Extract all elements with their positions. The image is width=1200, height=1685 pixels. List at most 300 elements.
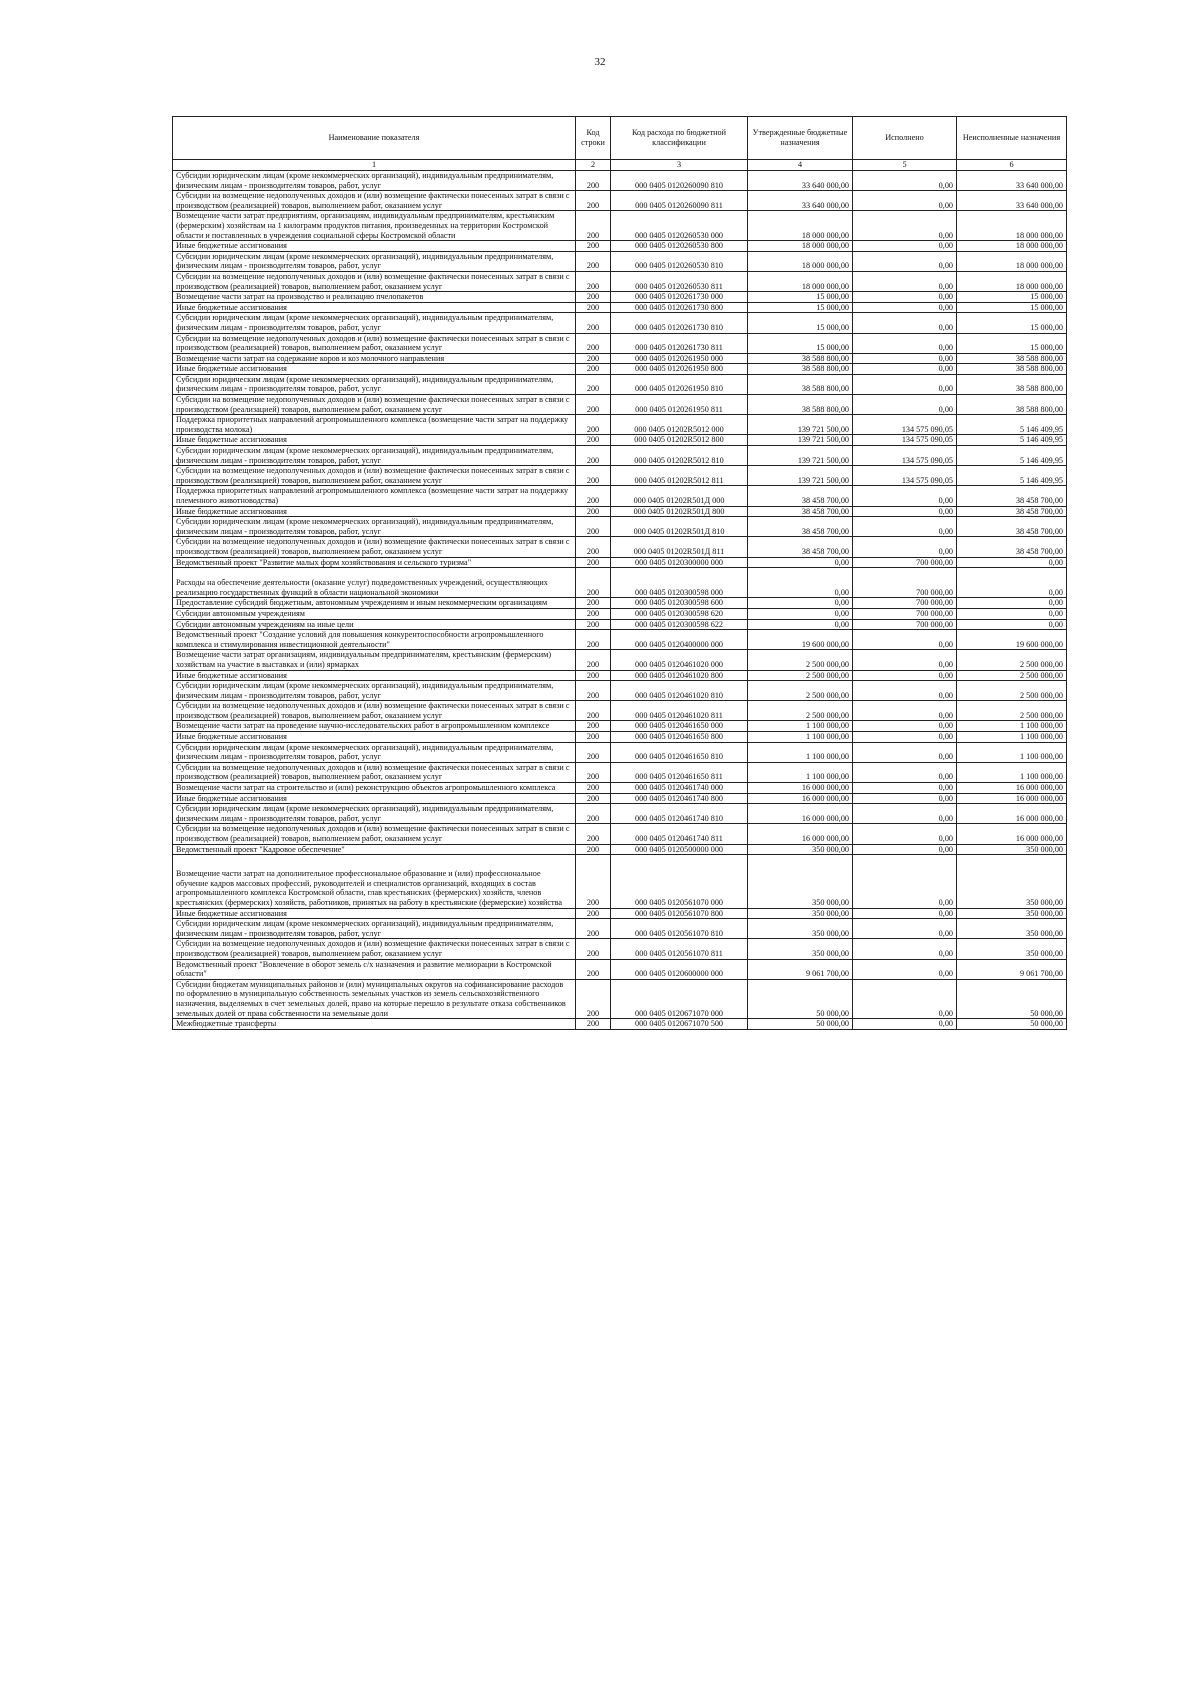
row-name: Субсидии на возмещение недополученных доходов и (или) возмещение фактически понесенных затрат в связи с производством (реализацией) товаров, выполнением работ, оказанием услуг (173, 701, 576, 721)
row-code: 200 (576, 598, 611, 609)
row-classification-code: 000 0405 0120461020 810 (611, 681, 748, 701)
row-name: Субсидии автономным учреждениям (173, 608, 576, 619)
budget-report-table (172, 116, 1067, 1030)
row-executed: 0,00 (853, 804, 957, 824)
row-code: 200 (576, 466, 611, 486)
row-approved: 1 100 000,00 (748, 732, 853, 743)
row-unexecuted: 16 000 000,00 (957, 824, 1067, 844)
row-executed: 0,00 (853, 333, 957, 353)
row-name: Субсидии юридическим лицам (кроме некоммерческих организаций), индивидуальным предпринимателям, физическим лицам - производителям товаров, работ, услуг (173, 313, 576, 333)
row-executed: 0,00 (853, 292, 957, 303)
row-classification-code: 000 0405 01202R501Д 000 (611, 486, 748, 506)
row-name: Субсидии на возмещение недополученных доходов и (или) возмещение фактически понесенных затрат в связи с производством (реализацией) товаров, выполнением работ, оказанием услуг (173, 939, 576, 959)
row-unexecuted: 38 458 700,00 (957, 517, 1067, 537)
column-number: 5 (853, 160, 957, 171)
row-code: 200 (576, 979, 611, 1018)
row-name: Иные бюджетные ассигнования (173, 793, 576, 804)
row-classification-code: 000 0405 0120500000 000 (611, 844, 748, 855)
table-row (173, 721, 1067, 732)
row-approved: 1 100 000,00 (748, 762, 853, 782)
row-name: Субсидии на возмещение недополученных доходов и (или) возмещение фактически понесенных затрат в связи с производством (реализацией) товаров, выполнением работ, оказанием услуг (173, 395, 576, 415)
row-approved: 16 000 000,00 (748, 783, 853, 794)
table-row (173, 557, 1067, 568)
table-row (173, 302, 1067, 313)
row-executed: 0,00 (853, 670, 957, 681)
row-name: Субсидии юридическим лицам (кроме некоммерческих организаций), индивидуальным предпринимателям, физическим лицам - производителям товаров, работ, услуг (173, 171, 576, 191)
row-code: 200 (576, 855, 611, 908)
row-approved: 33 640 000,00 (748, 191, 853, 211)
row-classification-code: 000 0405 0120600000 000 (611, 959, 748, 979)
row-approved: 16 000 000,00 (748, 824, 853, 844)
row-name: Субсидии на возмещение недополученных доходов и (или) возмещение фактически понесенных затрат в связи с производством (реализацией) товаров, выполнением работ, оказанием услуг (173, 333, 576, 353)
row-executed: 134 575 090,05 (853, 435, 957, 446)
table-row (173, 251, 1067, 271)
row-classification-code: 000 0405 0120260090 810 (611, 171, 748, 191)
row-code: 200 (576, 241, 611, 252)
row-name: Субсидии юридическим лицам (кроме некоммерческих организаций), индивидуальным предпринимателям, физическим лицам - производителям товаров, работ, услуг (173, 251, 576, 271)
row-executed: 0,00 (853, 302, 957, 313)
row-name: Межбюджетные трансферты (173, 1019, 576, 1030)
row-name: Субсидии юридическим лицам (кроме некоммерческих организаций), индивидуальным предпринимателям, физическим лицам - производителям товаров, работ, услуг (173, 681, 576, 701)
row-name: Возмещение части затрат на дополнительное профессиональное образование и (или) профессиональное обучение кадров массовых профессий, руководителей и специалистов организаций, входящих в состав агропромышленного комплекса Костромской области, глав крестьянских (фермерских) хозяйств, членов крестьянских (фермерских) хозяйств, работников, принятых на работу в крестьянские (фермерские) хозяйства (173, 855, 576, 908)
row-unexecuted: 1 100 000,00 (957, 721, 1067, 732)
row-approved: 19 600 000,00 (748, 630, 853, 650)
row-approved: 0,00 (748, 598, 853, 609)
row-approved: 38 458 700,00 (748, 486, 853, 506)
row-unexecuted: 2 500 000,00 (957, 670, 1067, 681)
row-code: 200 (576, 251, 611, 271)
row-executed: 0,00 (853, 939, 957, 959)
row-unexecuted: 18 000 000,00 (957, 241, 1067, 252)
row-approved: 16 000 000,00 (748, 793, 853, 804)
row-executed: 0,00 (853, 681, 957, 701)
row-code: 200 (576, 302, 611, 313)
row-name: Иные бюджетные ассигнования (173, 732, 576, 743)
header-row (173, 117, 1067, 160)
table-row (173, 979, 1067, 1018)
row-unexecuted: 0,00 (957, 598, 1067, 609)
row-classification-code: 000 0405 01202R5012 800 (611, 435, 748, 446)
row-executed: 0,00 (853, 855, 957, 908)
row-executed: 0,00 (853, 537, 957, 557)
row-approved: 0,00 (748, 619, 853, 630)
row-classification-code: 000 0405 0120260530 800 (611, 241, 748, 252)
row-unexecuted: 15 000,00 (957, 313, 1067, 333)
row-name: Ведомственный проект "Создание условий для повышения конкурентоспособности агропромышленного комплекса и стимулирования инвестиционной деятельности" (173, 630, 576, 650)
row-name: Иные бюджетные ассигнования (173, 908, 576, 919)
row-executed: 0,00 (853, 271, 957, 291)
row-unexecuted: 38 588 800,00 (957, 353, 1067, 364)
row-name: Иные бюджетные ассигнования (173, 364, 576, 375)
row-approved: 38 588 800,00 (748, 395, 853, 415)
row-approved: 350 000,00 (748, 908, 853, 919)
row-executed: 0,00 (853, 844, 957, 855)
table-row (173, 395, 1067, 415)
row-classification-code: 000 0405 0120261950 800 (611, 364, 748, 375)
row-code: 200 (576, 608, 611, 619)
row-approved: 2 500 000,00 (748, 650, 853, 670)
table-row (173, 415, 1067, 435)
table-row (173, 435, 1067, 446)
row-executed: 0,00 (853, 364, 957, 375)
row-name: Субсидии юридическим лицам (кроме некоммерческих организаций), индивидуальным предпринимателям, физическим лицам - производителям товаров, работ, услуг (173, 919, 576, 939)
row-executed: 134 575 090,05 (853, 466, 957, 486)
row-classification-code: 000 0405 0120561070 000 (611, 855, 748, 908)
table-row (173, 364, 1067, 375)
page-number: 32 (594, 56, 606, 68)
row-code: 200 (576, 721, 611, 732)
row-code: 200 (576, 374, 611, 394)
row-unexecuted: 16 000 000,00 (957, 783, 1067, 794)
row-name: Иные бюджетные ассигнования (173, 670, 576, 681)
row-name: Субсидии на возмещение недополученных доходов и (или) возмещение фактически понесенных затрат в связи с производством (реализацией) товаров, выполнением работ, оказанием услуг (173, 762, 576, 782)
row-classification-code: 000 0405 0120561070 811 (611, 939, 748, 959)
table-body (173, 171, 1067, 1030)
row-unexecuted: 33 640 000,00 (957, 171, 1067, 191)
row-unexecuted: 5 146 409,95 (957, 446, 1067, 466)
table-row (173, 292, 1067, 303)
row-code: 200 (576, 191, 611, 211)
row-unexecuted: 2 500 000,00 (957, 701, 1067, 721)
header-name: Наименование показателя (173, 117, 576, 160)
table-row (173, 762, 1067, 782)
row-classification-code: 000 0405 01202R501Д 811 (611, 537, 748, 557)
row-unexecuted: 15 000,00 (957, 333, 1067, 353)
row-classification-code: 000 0405 01202R5012 000 (611, 415, 748, 435)
row-classification-code: 000 0405 0120300598 622 (611, 619, 748, 630)
row-code: 200 (576, 793, 611, 804)
row-name: Субсидии юридическим лицам (кроме некоммерческих организаций), индивидуальным предпринимателям, физическим лицам - производителям товаров, работ, услуг (173, 804, 576, 824)
row-code: 200 (576, 211, 611, 241)
row-approved: 350 000,00 (748, 855, 853, 908)
row-classification-code: 000 0405 0120261730 000 (611, 292, 748, 303)
row-name: Возмещение части затрат на проведение научно-исследовательских работ в агропромышленном комплексе (173, 721, 576, 732)
row-approved: 15 000,00 (748, 302, 853, 313)
row-name: Субсидии юридическим лицам (кроме некоммерческих организаций), индивидуальным предпринимателям, физическим лицам - производителям товаров, работ, услуг (173, 374, 576, 394)
row-executed: 700 000,00 (853, 557, 957, 568)
row-approved: 350 000,00 (748, 919, 853, 939)
row-name: Субсидии на возмещение недополученных доходов и (или) возмещение фактически понесенных затрат в связи с производством (реализацией) товаров, выполнением работ, оказанием услуг (173, 537, 576, 557)
row-code: 200 (576, 619, 611, 630)
header-approved: Утвержденные бюджетные назначения (748, 117, 853, 160)
row-unexecuted: 1 100 000,00 (957, 732, 1067, 743)
row-code: 200 (576, 486, 611, 506)
row-unexecuted: 0,00 (957, 619, 1067, 630)
row-executed: 0,00 (853, 506, 957, 517)
row-approved: 2 500 000,00 (748, 681, 853, 701)
table-row (173, 353, 1067, 364)
table-row (173, 171, 1067, 191)
table-row (173, 959, 1067, 979)
row-approved: 139 721 500,00 (748, 446, 853, 466)
row-name: Возмещение части затрат организациям, индивидуальным предпринимателям, крестьянским (фермерским) хозяйствам на участие в выставках и (или) ярмарках (173, 650, 576, 670)
row-classification-code: 000 0405 0120461740 000 (611, 783, 748, 794)
row-classification-code: 000 0405 01202R501Д 810 (611, 517, 748, 537)
row-code: 200 (576, 908, 611, 919)
row-approved: 38 458 700,00 (748, 506, 853, 517)
row-classification-code: 000 0405 0120461740 800 (611, 793, 748, 804)
table-row (173, 939, 1067, 959)
header-code: Код строки (576, 117, 611, 160)
row-classification-code: 000 0405 01202R5012 811 (611, 466, 748, 486)
row-unexecuted: 5 146 409,95 (957, 466, 1067, 486)
row-unexecuted: 5 146 409,95 (957, 435, 1067, 446)
row-name: Субсидии юридическим лицам (кроме некоммерческих организаций), индивидуальным предпринимателям, физическим лицам - производителям товаров, работ, услуг (173, 742, 576, 762)
row-classification-code: 000 0405 0120260090 811 (611, 191, 748, 211)
table-row (173, 619, 1067, 630)
row-unexecuted: 350 000,00 (957, 908, 1067, 919)
row-approved: 350 000,00 (748, 939, 853, 959)
row-executed: 0,00 (853, 979, 957, 1018)
row-code: 200 (576, 844, 611, 855)
row-code: 200 (576, 271, 611, 291)
row-executed: 134 575 090,05 (853, 446, 957, 466)
table-row (173, 650, 1067, 670)
row-code: 200 (576, 742, 611, 762)
row-approved: 350 000,00 (748, 844, 853, 855)
header-classification: Код расхода по бюджетной классификации (611, 117, 748, 160)
row-approved: 18 000 000,00 (748, 251, 853, 271)
row-name: Предоставление субсидий бюджетным, автономным учреждениям и иным некоммерческим организациям (173, 598, 576, 609)
table-row (173, 742, 1067, 762)
row-code: 200 (576, 292, 611, 303)
row-unexecuted: 350 000,00 (957, 919, 1067, 939)
table-row (173, 908, 1067, 919)
row-unexecuted: 50 000,00 (957, 1019, 1067, 1030)
row-classification-code: 000 0405 0120261730 800 (611, 302, 748, 313)
row-code: 200 (576, 333, 611, 353)
table-row (173, 191, 1067, 211)
row-unexecuted: 1 100 000,00 (957, 742, 1067, 762)
row-name: Возмещение части затрат на строительство и (или) реконструкцию объектов агропромышленного комплекса (173, 783, 576, 794)
row-name: Субсидии юридическим лицам (кроме некоммерческих организаций), индивидуальным предпринимателям, физическим лицам - производителям товаров, работ, услуг (173, 517, 576, 537)
row-name: Ведомственный проект "Кадровое обеспечение" (173, 844, 576, 855)
row-code: 200 (576, 959, 611, 979)
row-unexecuted: 50 000,00 (957, 979, 1067, 1018)
table-row (173, 537, 1067, 557)
row-approved: 2 500 000,00 (748, 670, 853, 681)
row-classification-code: 000 0405 0120461020 811 (611, 701, 748, 721)
table-row (173, 506, 1067, 517)
row-unexecuted: 38 458 700,00 (957, 486, 1067, 506)
row-executed: 0,00 (853, 824, 957, 844)
row-classification-code: 000 0405 0120461740 810 (611, 804, 748, 824)
row-executed: 0,00 (853, 486, 957, 506)
row-name: Возмещение части затрат предприятиям, организациям, индивидуальным предпринимателям, крестьянским (фермерским) хозяйствам на 1 килограмм продуктов питания, произведенных на территории Костромской области и поставленных в учреждения социальной сферы Костромской области (173, 211, 576, 241)
row-code: 200 (576, 537, 611, 557)
table-row (173, 211, 1067, 241)
row-unexecuted: 18 000 000,00 (957, 211, 1067, 241)
row-code: 200 (576, 395, 611, 415)
row-classification-code: 000 0405 0120260530 810 (611, 251, 748, 271)
row-executed: 0,00 (853, 241, 957, 252)
table-row (173, 517, 1067, 537)
table-row (173, 824, 1067, 844)
row-code: 200 (576, 650, 611, 670)
table-row (173, 333, 1067, 353)
row-code: 200 (576, 364, 611, 375)
header-executed: Исполнено (853, 117, 957, 160)
row-executed: 0,00 (853, 353, 957, 364)
row-approved: 15 000,00 (748, 313, 853, 333)
row-executed: 0,00 (853, 395, 957, 415)
row-classification-code: 000 0405 0120261950 000 (611, 353, 748, 364)
row-classification-code: 000 0405 0120561070 800 (611, 908, 748, 919)
row-code: 200 (576, 783, 611, 794)
row-unexecuted: 18 000 000,00 (957, 271, 1067, 291)
row-approved: 15 000,00 (748, 292, 853, 303)
row-classification-code: 000 0405 0120461020 800 (611, 670, 748, 681)
row-unexecuted: 2 500 000,00 (957, 681, 1067, 701)
row-executed: 0,00 (853, 701, 957, 721)
row-code: 200 (576, 939, 611, 959)
table-row (173, 919, 1067, 939)
row-code: 200 (576, 171, 611, 191)
row-name: Поддержка приоритетных направлений агропромышленного комплекса (возмещение части затрат на поддержку племенного животноводства) (173, 486, 576, 506)
row-classification-code: 000 0405 0120300598 600 (611, 598, 748, 609)
row-approved: 0,00 (748, 568, 853, 598)
row-code: 200 (576, 1019, 611, 1030)
row-classification-code: 000 0405 0120261730 811 (611, 333, 748, 353)
table-row (173, 681, 1067, 701)
row-name: Ведомственный проект "Развитие малых форм хозяйствования и сельского туризма" (173, 557, 576, 568)
row-unexecuted: 18 000 000,00 (957, 251, 1067, 271)
row-executed: 0,00 (853, 191, 957, 211)
table-row (173, 241, 1067, 252)
row-name: Субсидии бюджетам муниципальных районов и (или) муниципальных округов на софинансирование расходов по оформлению в муниципальную собственность земельных участков из земель сельскохозяйственного назначения, выделяемых в счет земельных долей, право на которые перешло в результате отказа собственников земельных долей от права собственности на земельные доли (173, 979, 576, 1018)
row-classification-code: 000 0405 0120300598 000 (611, 568, 748, 598)
row-classification-code: 000 0405 0120461650 810 (611, 742, 748, 762)
row-executed: 0,00 (853, 650, 957, 670)
row-code: 200 (576, 557, 611, 568)
table-row (173, 701, 1067, 721)
row-unexecuted: 15 000,00 (957, 292, 1067, 303)
row-classification-code: 000 0405 0120461650 811 (611, 762, 748, 782)
row-executed: 700 000,00 (853, 568, 957, 598)
table-row (173, 466, 1067, 486)
row-unexecuted: 0,00 (957, 568, 1067, 598)
row-executed: 700 000,00 (853, 598, 957, 609)
row-name: Субсидии на возмещение недополученных доходов и (или) возмещение фактически понесенных затрат в связи с производством (реализацией) товаров, выполнением работ, оказанием услуг (173, 824, 576, 844)
row-classification-code: 000 0405 0120461650 000 (611, 721, 748, 732)
row-approved: 38 588 800,00 (748, 364, 853, 375)
row-approved: 38 458 700,00 (748, 537, 853, 557)
row-name: Субсидии юридическим лицам (кроме некоммерческих организаций), индивидуальным предпринимателям, физическим лицам - производителям товаров, работ, услуг (173, 446, 576, 466)
row-executed: 0,00 (853, 908, 957, 919)
row-code: 200 (576, 446, 611, 466)
row-name: Субсидии на возмещение недополученных доходов и (или) возмещение фактически понесенных затрат в связи с производством (реализацией) товаров, выполнением работ, оказанием услуг (173, 191, 576, 211)
table-row (173, 855, 1067, 908)
row-executed: 0,00 (853, 959, 957, 979)
row-approved: 38 588 800,00 (748, 353, 853, 364)
row-code: 200 (576, 313, 611, 333)
row-classification-code: 000 0405 0120261950 811 (611, 395, 748, 415)
row-executed: 0,00 (853, 211, 957, 241)
row-code: 200 (576, 732, 611, 743)
row-code: 200 (576, 701, 611, 721)
row-classification-code: 000 0405 0120400000 000 (611, 630, 748, 650)
row-code: 200 (576, 804, 611, 824)
row-code: 200 (576, 568, 611, 598)
row-name: Иные бюджетные ассигнования (173, 506, 576, 517)
row-unexecuted: 350 000,00 (957, 939, 1067, 959)
row-approved: 139 721 500,00 (748, 415, 853, 435)
table-row (173, 783, 1067, 794)
row-code: 200 (576, 435, 611, 446)
row-classification-code: 000 0405 0120261730 810 (611, 313, 748, 333)
table-row (173, 486, 1067, 506)
row-approved: 9 061 700,00 (748, 959, 853, 979)
row-executed: 0,00 (853, 171, 957, 191)
table-row (173, 844, 1067, 855)
row-executed: 0,00 (853, 762, 957, 782)
row-unexecuted: 350 000,00 (957, 844, 1067, 855)
row-unexecuted: 19 600 000,00 (957, 630, 1067, 650)
table-row (173, 608, 1067, 619)
row-name: Расходы на обеспечение деятельности (оказание услуг) подведомственных учреждений, осуществляющих реализацию государственных функций в области национальной экономики (173, 568, 576, 598)
table-row (173, 630, 1067, 650)
row-code: 200 (576, 353, 611, 364)
row-unexecuted: 38 588 800,00 (957, 395, 1067, 415)
header-unexecuted: Неисполненные назначения (957, 117, 1067, 160)
table-row (173, 670, 1067, 681)
row-classification-code: 000 0405 0120461740 811 (611, 824, 748, 844)
row-code: 200 (576, 415, 611, 435)
table-row (173, 313, 1067, 333)
row-approved: 18 000 000,00 (748, 211, 853, 241)
row-name: Субсидии на возмещение недополученных доходов и (или) возмещение фактически понесенных затрат в связи с производством (реализацией) товаров, выполнением работ, оказанием услуг (173, 271, 576, 291)
table-row (173, 598, 1067, 609)
row-classification-code: 000 0405 0120300598 620 (611, 608, 748, 619)
column-number: 1 (173, 160, 576, 171)
row-classification-code: 000 0405 0120300000 000 (611, 557, 748, 568)
column-number: 2 (576, 160, 611, 171)
row-executed: 0,00 (853, 919, 957, 939)
row-code: 200 (576, 630, 611, 650)
row-name: Иные бюджетные ассигнования (173, 435, 576, 446)
row-executed: 700 000,00 (853, 608, 957, 619)
row-name: Субсидии автономным учреждениям на иные цели (173, 619, 576, 630)
row-code: 200 (576, 506, 611, 517)
row-approved: 0,00 (748, 608, 853, 619)
row-name: Иные бюджетные ассигнования (173, 302, 576, 313)
row-approved: 50 000,00 (748, 979, 853, 1018)
row-unexecuted: 33 640 000,00 (957, 191, 1067, 211)
row-name: Субсидии на возмещение недополученных доходов и (или) возмещение фактически понесенных затрат в связи с производством (реализацией) товаров, выполнением работ, оказанием услуг (173, 466, 576, 486)
row-approved: 18 000 000,00 (748, 241, 853, 252)
row-approved: 38 588 800,00 (748, 374, 853, 394)
row-classification-code: 000 0405 0120671070 500 (611, 1019, 748, 1030)
row-approved: 33 640 000,00 (748, 171, 853, 191)
row-unexecuted: 350 000,00 (957, 855, 1067, 908)
row-unexecuted: 16 000 000,00 (957, 804, 1067, 824)
column-number: 3 (611, 160, 748, 171)
row-name: Иные бюджетные ассигнования (173, 241, 576, 252)
row-executed: 700 000,00 (853, 619, 957, 630)
row-name: Поддержка приоритетных направлений агропромышленного комплекса (возмещение части затрат на поддержку производства молока) (173, 415, 576, 435)
row-executed: 0,00 (853, 630, 957, 650)
row-approved: 50 000,00 (748, 1019, 853, 1030)
table-row (173, 732, 1067, 743)
table-row (173, 568, 1067, 598)
row-executed: 0,00 (853, 313, 957, 333)
row-approved: 1 100 000,00 (748, 742, 853, 762)
table-row (173, 446, 1067, 466)
row-approved: 2 500 000,00 (748, 701, 853, 721)
row-executed: 0,00 (853, 517, 957, 537)
row-classification-code: 000 0405 0120561070 810 (611, 919, 748, 939)
row-approved: 15 000,00 (748, 333, 853, 353)
